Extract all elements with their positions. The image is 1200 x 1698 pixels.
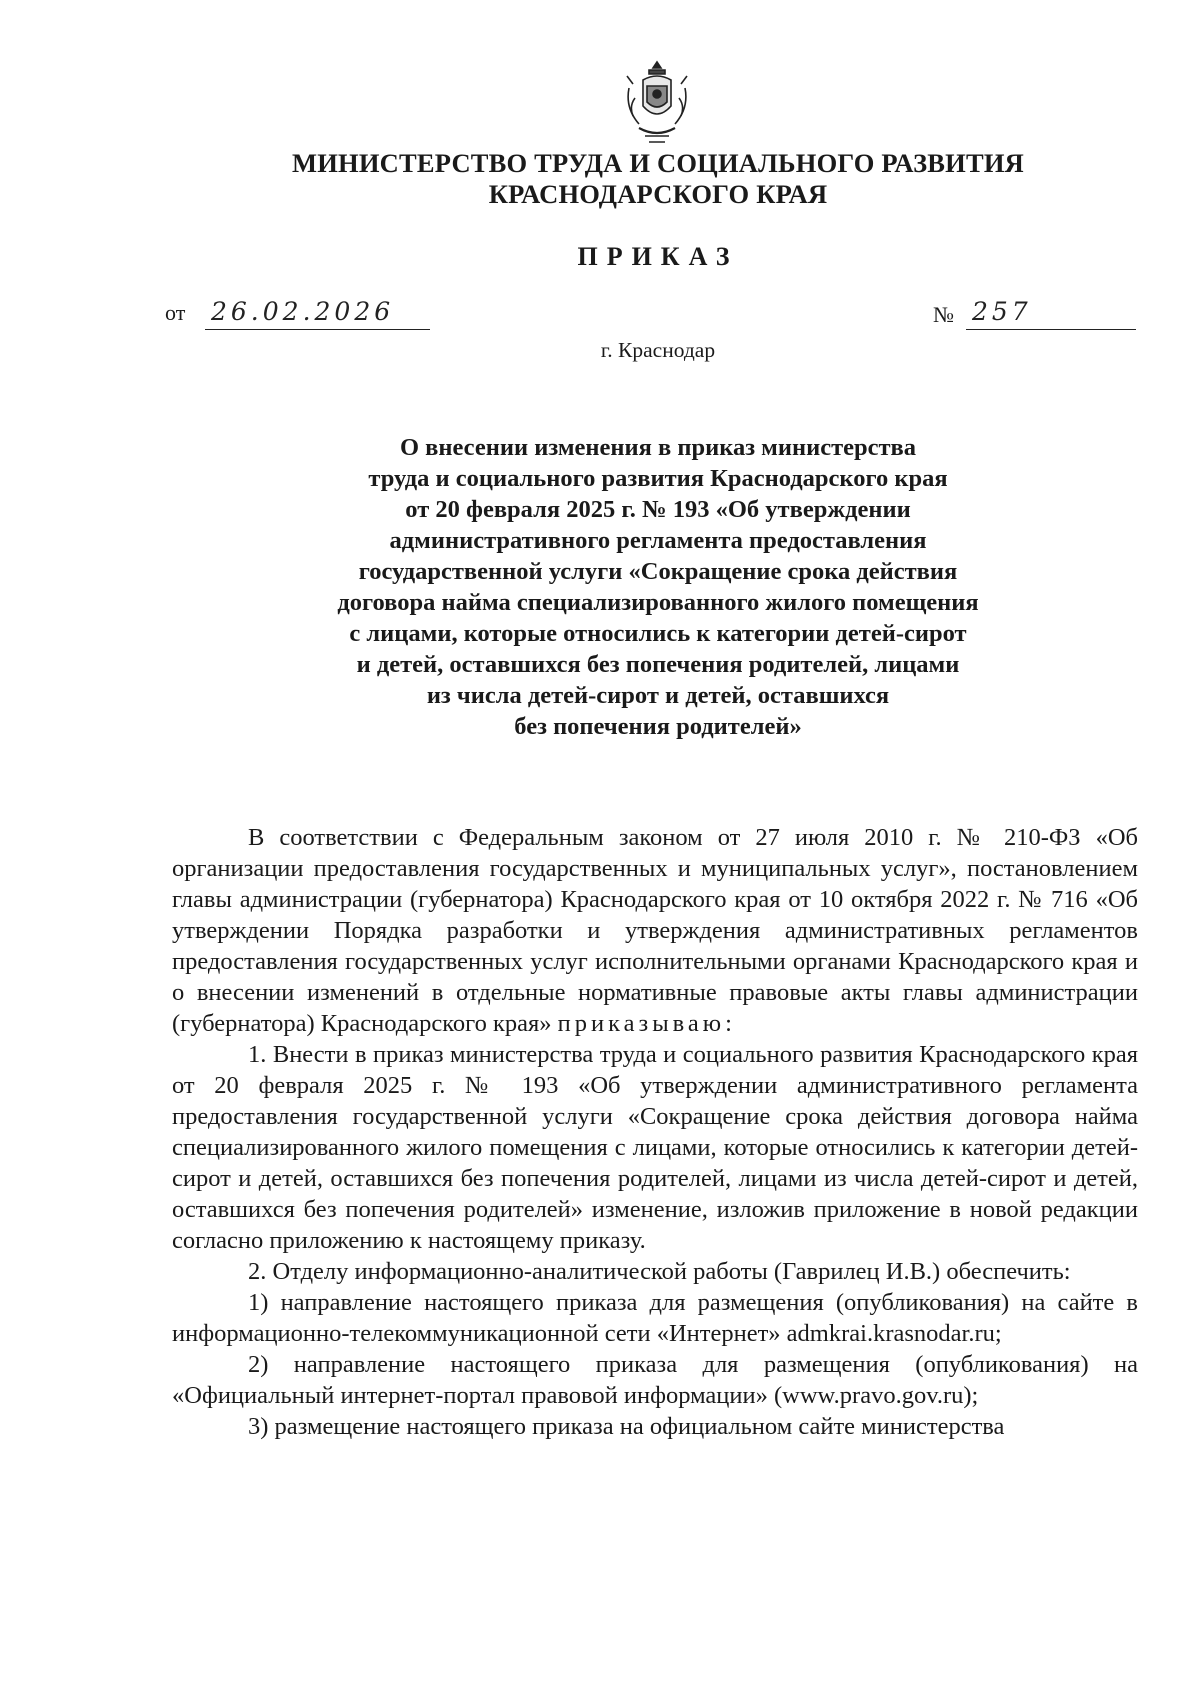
item-2-3-paragraph: 3) размещение настоящего приказа на официальном сайте министерства: [248, 1413, 1005, 1440]
item-2-paragraph: 2. Отделу информационно-аналитической работы (Гаврилец И.В.) обеспечить:: [248, 1258, 1071, 1285]
order-subject: [0, 432, 1200, 742]
subject-line: договора найма специализированного жилого помещения: [337, 589, 979, 616]
item-2-1-paragraph: 1) направление настоящего приказа для размещения (опубликования) на сайте в информационно-телекоммуникационной сети «Интернет» admkrai.krasnodar.ru;: [172, 1289, 1138, 1347]
preamble-paragraph: [172, 822, 1138, 1039]
subject-line: из числа детей-сирот и детей, оставшихся: [426, 682, 890, 709]
order-word: приказываю:: [557, 1010, 736, 1037]
number-prefix: №: [933, 302, 954, 327]
number-field: [966, 297, 1136, 330]
ministry-name: [0, 148, 1200, 210]
ministry-name-line-1: МИНИСТЕРСТВО ТРУДА И СОЦИАЛЬНОГО РАЗВИТИЯ: [292, 148, 1024, 178]
item-1-paragraph: 1. Внести в приказ министерства труда и социального развития Краснодарского края от 20 февраля 2025 г. № 193 «Об утверждении административного регламента предоставления государственной услуги «Сокращение срока действия договора найма специализированного жилого помещения с лицами, которые относились к категории детей-сирот и детей, оставшихся без попечения родителей, лицами из числа детей-сирот и детей, оставшихся без попечения родителей» изменение, изложив приложение в новой редакции согласно приложению к настоящему приказу.: [172, 1041, 1138, 1254]
subject-line: О внесении изменения в приказ министерства: [399, 434, 917, 461]
date-prefix: от: [165, 300, 186, 325]
subject-line: государственной услуги «Сокращение срока действия: [358, 558, 958, 585]
subject-line: и детей, оставшихся без попечения родителей, лицами: [356, 651, 960, 678]
handwritten-number: 257: [972, 297, 1032, 326]
ministry-name-line-2: КРАСНОДАРСКОГО КРАЯ: [488, 179, 828, 209]
subject-line: с лицами, которые относились к категории детей-сирот: [349, 620, 967, 647]
item-2-2-paragraph: 2) направление настоящего приказа для размещения (опубликования) на «Официальный интернет-портал правовой информации» (www.pravo.gov.ru);: [172, 1351, 1138, 1409]
preamble-text: В соответствии с Федеральным законом от 27 июля 2010 г. № 210-ФЗ «Об организации предоставления государственных и муниципальных услуг», постановлением главы администрации (губернатора) Краснодарского края от 10 октября 2022 г. № 716 «Об утверждении Порядка разработки и утверждения административных регламентов предоставления государственных услуг исполнительными органами Краснодарского края и о внесении изменений в отдельные нормативные правовые акты главы администрации (губернатора) Краснодарского края»: [172, 824, 1138, 1037]
handwritten-date: 26.02.2026: [211, 297, 395, 326]
city: г. Краснодар: [600, 338, 716, 362]
document-type-title: ПРИКАЗ: [577, 242, 739, 271]
order-body: [172, 822, 1138, 1442]
subject-line: от 20 февраля 2025 г. № 193 «Об утверждении: [405, 496, 911, 523]
subject-line: административного регламента предоставления: [389, 527, 927, 554]
subject-line: труда и социального развития Краснодарского края: [368, 465, 948, 492]
subject-line: без попечения родителей»: [514, 713, 802, 740]
coat-of-arms-icon: [621, 58, 693, 148]
date-field: [205, 297, 430, 330]
